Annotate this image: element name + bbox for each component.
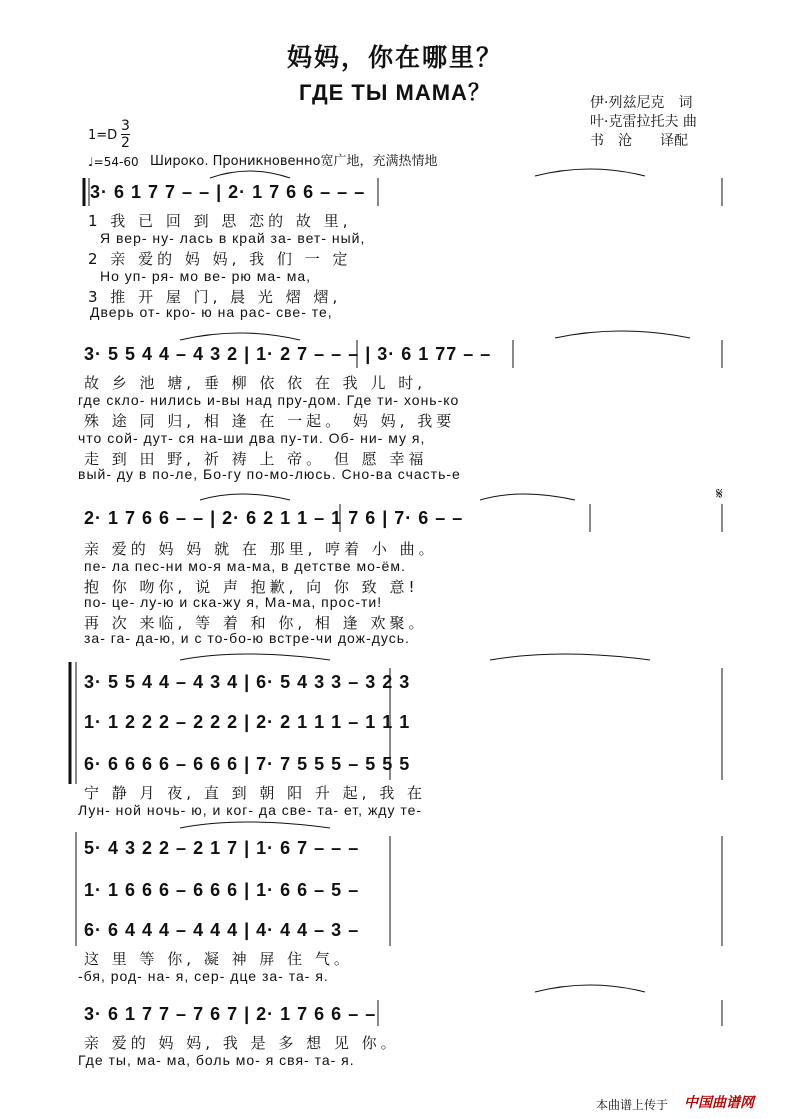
system-2-lyric-2: где скло- нились и-вы над пру-дом. Где ти- хонь-ко — [78, 392, 460, 408]
system-2-notes: 3· 5 5 4 4 – 4 3 2 | 1· 2 7 – – – | 3· 6 1 77 – – — [84, 344, 492, 364]
system-1-lyric-5: 3 推 开 屋 门, 晨 光 熠 熠, — [88, 288, 342, 306]
expression-marking: Широко. Проникновенно宽广地，充满热情地 — [150, 154, 438, 169]
system-3-notes: 2· 1 7 6 6 – – | 2· 6 2 1 1 – 1 7 6 | 7· 6 – – — [84, 508, 464, 528]
system-2-lyric-3: 殊 途 同 归, 相 逢 在 一起。 妈 妈, 我要 — [84, 412, 456, 430]
tempo-marking: ♩=54-60 — [88, 155, 139, 169]
system-3-lyric-6: за- га- да-ю, и с то-бо-ю встре-чи дож-дусь. — [84, 630, 410, 646]
lyricist-credit: 伊·列兹尼克 词 — [590, 95, 693, 111]
system-2-lyric-1: 故 乡 池 塘, 垂 柳 依 依 在 我 儿 时, — [84, 374, 426, 392]
system-5-notes-bottom: 6· 6 4 4 4 – 4 4 4 | 4· 4 4 – 3 – — [84, 920, 360, 940]
song-title-russian: ГДЕ ТЫ МАМА？ — [299, 80, 491, 105]
system-5-notes-top: 5· 4 3 2 2 – 2 1 7 | 1· 6 7 – – – — [84, 838, 360, 858]
translator-credit: 书 沧 译配 — [590, 133, 688, 149]
song-title: 妈妈，你在哪里？ — [286, 43, 503, 72]
time-signature: 3 2 — [121, 118, 130, 151]
key-signature: 1=D — [88, 128, 118, 143]
system-3-lyric-1: 亲 爱的 妈 妈 就 在 那里, 哼着 小 曲。 — [84, 540, 438, 558]
system-2-lyric-5: 走 到 田 野, 祈 祷 上 帝。 但 愿 幸福 — [84, 450, 428, 468]
system-2-lyric-6: вый- ду в по-ле, Бо-гу по-мо-люсь. Сно-ва счасть-е — [78, 466, 461, 482]
system-4-lyric-2: Лун- ной ночь- ю, и ког- да све- та- ет, жду те- — [78, 802, 423, 818]
system-4-notes-bottom: 6· 6 6 6 6 – 6 6 6 | 7· 7 5 5 5 – 5 5 5 — [84, 754, 411, 774]
system-3-lyric-5: 再 次 来临, 等 着 和 你, 相 逢 欢聚。 — [84, 614, 428, 632]
system-6-lyric-1: 亲 爱的 妈 妈, 我 是 多 想 见 你。 — [84, 1034, 400, 1052]
system-1-notes: 3· 6 1 7 7 – – | 2· 1 7 6 6 – – – — [90, 182, 366, 202]
segno-icon: 𝄋 — [716, 484, 723, 503]
upload-footer: 本曲谱上传于 — [596, 1098, 669, 1112]
system-5-lyric-1: 这 里 等 你, 凝 神 屏 住 气。 — [84, 950, 353, 968]
system-5-lyric-2: -бя, род- на- я, сер- дце за- та- я. — [78, 968, 329, 984]
system-2-lyric-4: что сой- дут- ся на-ши два пу-ти. Об- ни- му я, — [78, 430, 426, 446]
composer-credit: 叶·克雷拉托夫 曲 — [590, 114, 697, 130]
system-5-notes-middle: 1· 1 6 6 6 – 6 6 6 | 1· 6 6 – 5 – — [84, 880, 360, 900]
system-4-lyric-1: 宁 静 月 夜, 直 到 朝 阳 升 起, 我 在 — [84, 784, 426, 802]
system-3-lyric-4: по- це- лу-ю и ска-жу я, Ма-ма, прос-ти! — [84, 594, 383, 610]
system-6-lyric-2: Где ты, ма- ма, боль мо- я свя- та- я. — [78, 1052, 355, 1068]
system-1-lyric-2: Я вер- ну- лась в край за- вет- ный, — [100, 230, 366, 246]
system-4-notes-middle: 1· 1 2 2 2 – 2 2 2 | 2· 2 1 1 1 – 1 1 1 — [84, 712, 411, 732]
site-logo: 中国曲谱网 — [684, 1095, 754, 1111]
system-4-notes-top: 3· 5 5 4 4 – 4 3 4 | 6· 5 4 3 3 – 3 2 3 — [84, 672, 411, 692]
system-3-lyric-2: пе- ла пес-ни мо-я ма-ма, в детстве мо-ём. — [84, 558, 406, 574]
system-1-lyric-3: 2 亲 爱的 妈 妈, 我 们 一 定 — [88, 250, 352, 268]
system-1-lyric-1: 1 我 已 回 到 思 恋的 故 里, — [88, 212, 352, 230]
system-1-lyric-6: Дверь от- кро- ю на рас- све- те, — [90, 304, 333, 320]
system-3-lyric-3: 抱 你 吻你, 说 声 抱歉, 向 你 致 意! — [84, 578, 419, 596]
system-6-notes: 3· 6 1 7 7 – 7 6 7 | 2· 1 7 6 6 – – — [84, 1004, 377, 1024]
system-1-lyric-4: Но уп- ря- мо ве- рю ма- ма, — [100, 268, 312, 284]
